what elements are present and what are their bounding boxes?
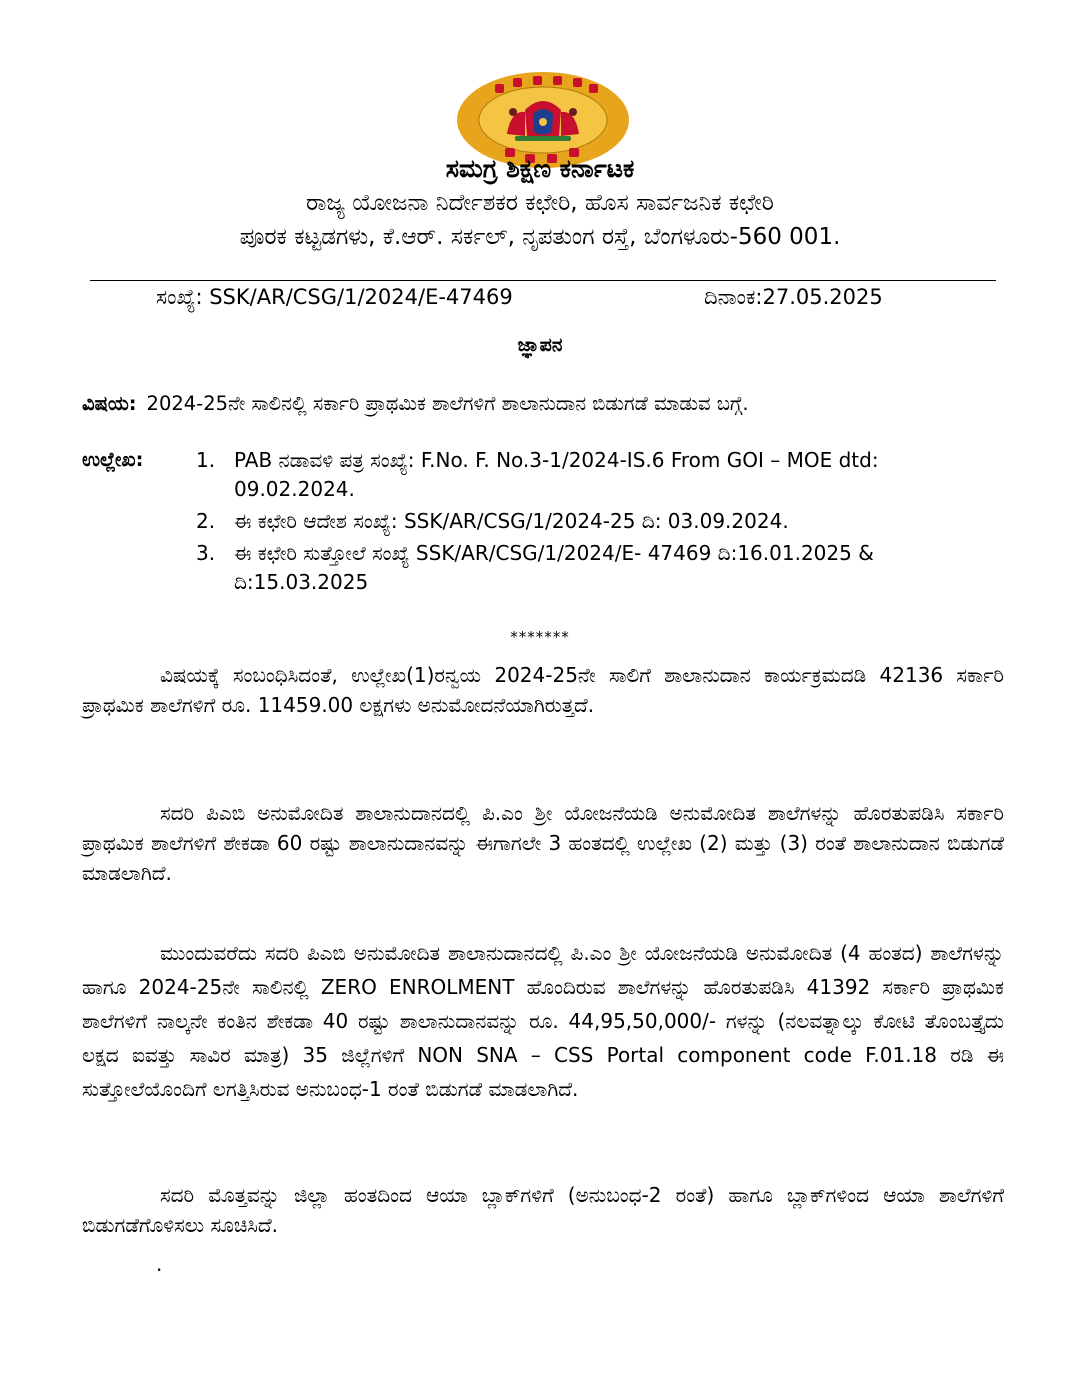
memo-title: ಜ್ಞಾಪನ — [517, 334, 563, 356]
office-line: ರಾಜ್ಯ ಯೋಜನಾ ನಿರ್ದೇಶಕರ ಕಛೇರಿ, ಹೊಸ ಸಾರ್ವಜನಿಕ ಕಛೇರಿ — [306, 190, 774, 216]
reference-text-3: ಈ ಕಛೇರಿ ಸುತ್ತೋಲೆ ಸಂಖ್ಯೆ SSK/AR/CSG/1/2024/E- 47469 ದಿ:16.01.2025 & ದಿ:15.03.2025 — [234, 541, 874, 594]
organization-title: ಸಮಗ್ರ ಶಿಕ್ಷಣ ಕರ್ನಾಟಕ — [445, 154, 635, 183]
paragraph-2: ಸದರಿ ಪಿಎಬಿ ಅನುಮೋದಿತ ಶಾಲಾನುದಾನದಲ್ಲಿ ಪಿ.ಎಂ ಶ್ರೀ ಯೋಜನೆಯಡಿ ಅನುಮೋದಿತ ಶಾಲೆಗಳನ್ನು ಹೊರತುಪಡಿಸಿ ಸರ್ಕಾರಿ ಪ್ರಾಥಮಿಕ ಶಾಲೆಗಳಿಗೆ ಶೇಕಡಾ 60 ರಷ್ಟು ಶಾಲಾನುದಾನವನ್ನು ಈಗಾಗಲೇ 3 ಹಂತದಲ್ಲಿ ಉಲ್ಲೇಖ (2) ಮತ್ತು (3) ರಂತೆ ಶಾಲಾನುದಾನ ಬಿಡುಗಡೆ ಮಾಡಲಾಗಿದೆ. — [82, 801, 1004, 885]
trailing-mark: . — [156, 1252, 163, 1276]
subject-line — [82, 392, 749, 415]
reference-number-3: 3. — [196, 541, 216, 565]
reference-item — [196, 446, 996, 504]
reference-text-2: ಈ ಕಛೇರಿ ಆದೇಶ ಸಂಖ್ಯೆ: SSK/AR/CSG/1/2024-25 ದಿ: 03.09.2024. — [234, 509, 789, 533]
header-divider — [90, 280, 996, 281]
references-list — [196, 446, 996, 597]
paragraph-4: ಸದರಿ ಮೊತ್ತವನ್ನು ಜಿಲ್ಲಾ ಹಂತದಿಂದ ಆಯಾ ಬ್ಲಾಕ್‌ಗಳಿಗೆ (ಅನುಬಂಧ-2 ರಂತೆ) ಹಾಗೂ ಬ್ಲಾಕ್‌ಗಳಿಂದ ಆಯಾ ಶಾಲೆಗಳಿಗೆ ಬಿಡುಗಡೆಗೊಳಿಸಲು ಸೂಚಿಸಿದೆ. — [82, 1183, 1004, 1237]
paragraph-3: ಮುಂದುವರೆದು ಸದರಿ ಪಿಎಬಿ ಅನುಮೋದಿತ ಶಾಲಾನುದಾನದಲ್ಲಿ ಪಿ.ಎಂ ಶ್ರೀ ಯೋಜನೆಯಡಿ ಅನುಮೋದಿತ (4 ಹಂತದ) ಶಾಲೆಗಳನ್ನು ಹಾಗೂ 2024-25ನೇ ಸಾಲಿನಲ್ಲಿ ZERO ENROLMENT ಹೊಂದಿರುವ ಶಾಲೆಗಳನ್ನು ಹೊರತುಪಡಿಸಿ 41392 ಸರ್ಕಾರಿ ಪ್ರಾಥಮಿಕ ಶಾಲೆಗಳಿಗೆ ನಾಲ್ಕನೇ ಕಂತಿನ ಶೇಕಡಾ 40 ರಷ್ಟು ಶಾಲಾನುದಾನವನ್ನು ರೂ. 44,95,50,000/- ಗಳನ್ನು (ನಲವತ್ನಾಲ್ಕು ಕೋಟಿ ತೊಂಬತ್ತೈದು ಲಕ್ಷದ ಐವತ್ತು ಸಾವಿರ ಮಾತ್ರ) 35 ಜಿಲ್ಲೆಗಳಿಗೆ NON SNA – CSS Portal component code F.01.18 ರಡಿ ಈ ಸುತ್ತೋಲೆಯೊಂದಿಗೆ ಲಗತ್ತಿಸಿರುವ ಅನುಬಂಧ-1 ರಂತೆ ಬಿಡುಗಡೆ ಮಾಡಲಾಗಿದೆ. — [82, 941, 1004, 1101]
reference-number-1: 1. — [196, 448, 216, 472]
reference-item — [196, 539, 996, 597]
section-separator: ******* — [510, 628, 570, 646]
subject-text: 2024-25ನೇ ಸಾಲಿನಲ್ಲಿ ಸರ್ಕಾರಿ ಪ್ರಾಥಮಿಕ ಶಾಲೆಗಳಿಗೆ ಶಾಲಾನುದಾನ ಬಿಡುಗಡೆ ಮಾಡುವ ಬಗ್ಗೆ. — [146, 392, 749, 415]
reference-item — [196, 507, 996, 536]
subject-label: ವಿಷಯ: — [82, 392, 137, 415]
reference-number-2: 2. — [196, 509, 216, 533]
paragraph-1: ವಿಷಯಕ್ಕೆ ಸಂಬಂಧಿಸಿದಂತೆ, ಉಲ್ಲೇಖ(1)ರನ್ವಯ 2024-25ನೇ ಸಾಲಿಗೆ ಶಾಲಾನುದಾನ ಕಾರ್ಯಕ್ರಮದಡಿ 42136 ಸರ್ಕಾರಿ ಪ್ರಾಥಮಿಕ ಶಾಲೆಗಳಿಗೆ ರೂ. 11459.00 ಲಕ್ಷಗಳು ಅನುಮೋದನೆಯಾಗಿರುತ್ತದೆ. — [82, 663, 1004, 717]
reference-number: ಸಂಖ್ಯೆ: SSK/AR/CSG/1/2024/E-47469 — [156, 285, 513, 309]
references-label: ಉಲ್ಲೇಖ: — [82, 448, 144, 471]
reference-text-1: PAB ನಡಾವಳಿ ಪತ್ರ ಸಂಖ್ಯೆ: F.No. F. No.3-1/2024-IS.6 From GOI – MOE dtd: 09.02.2024. — [234, 448, 879, 501]
document-date: ದಿನಾಂಕ:27.05.2025 — [704, 285, 883, 309]
address-line: ಪೂರಕ ಕಟ್ಟಡಗಳು, ಕೆ.ಆರ್. ಸರ್ಕಲ್, ನೃಪತುಂಗ ರಸ್ತೆ, ಬೆಂಗಳೂರು-560 001. — [239, 224, 841, 250]
